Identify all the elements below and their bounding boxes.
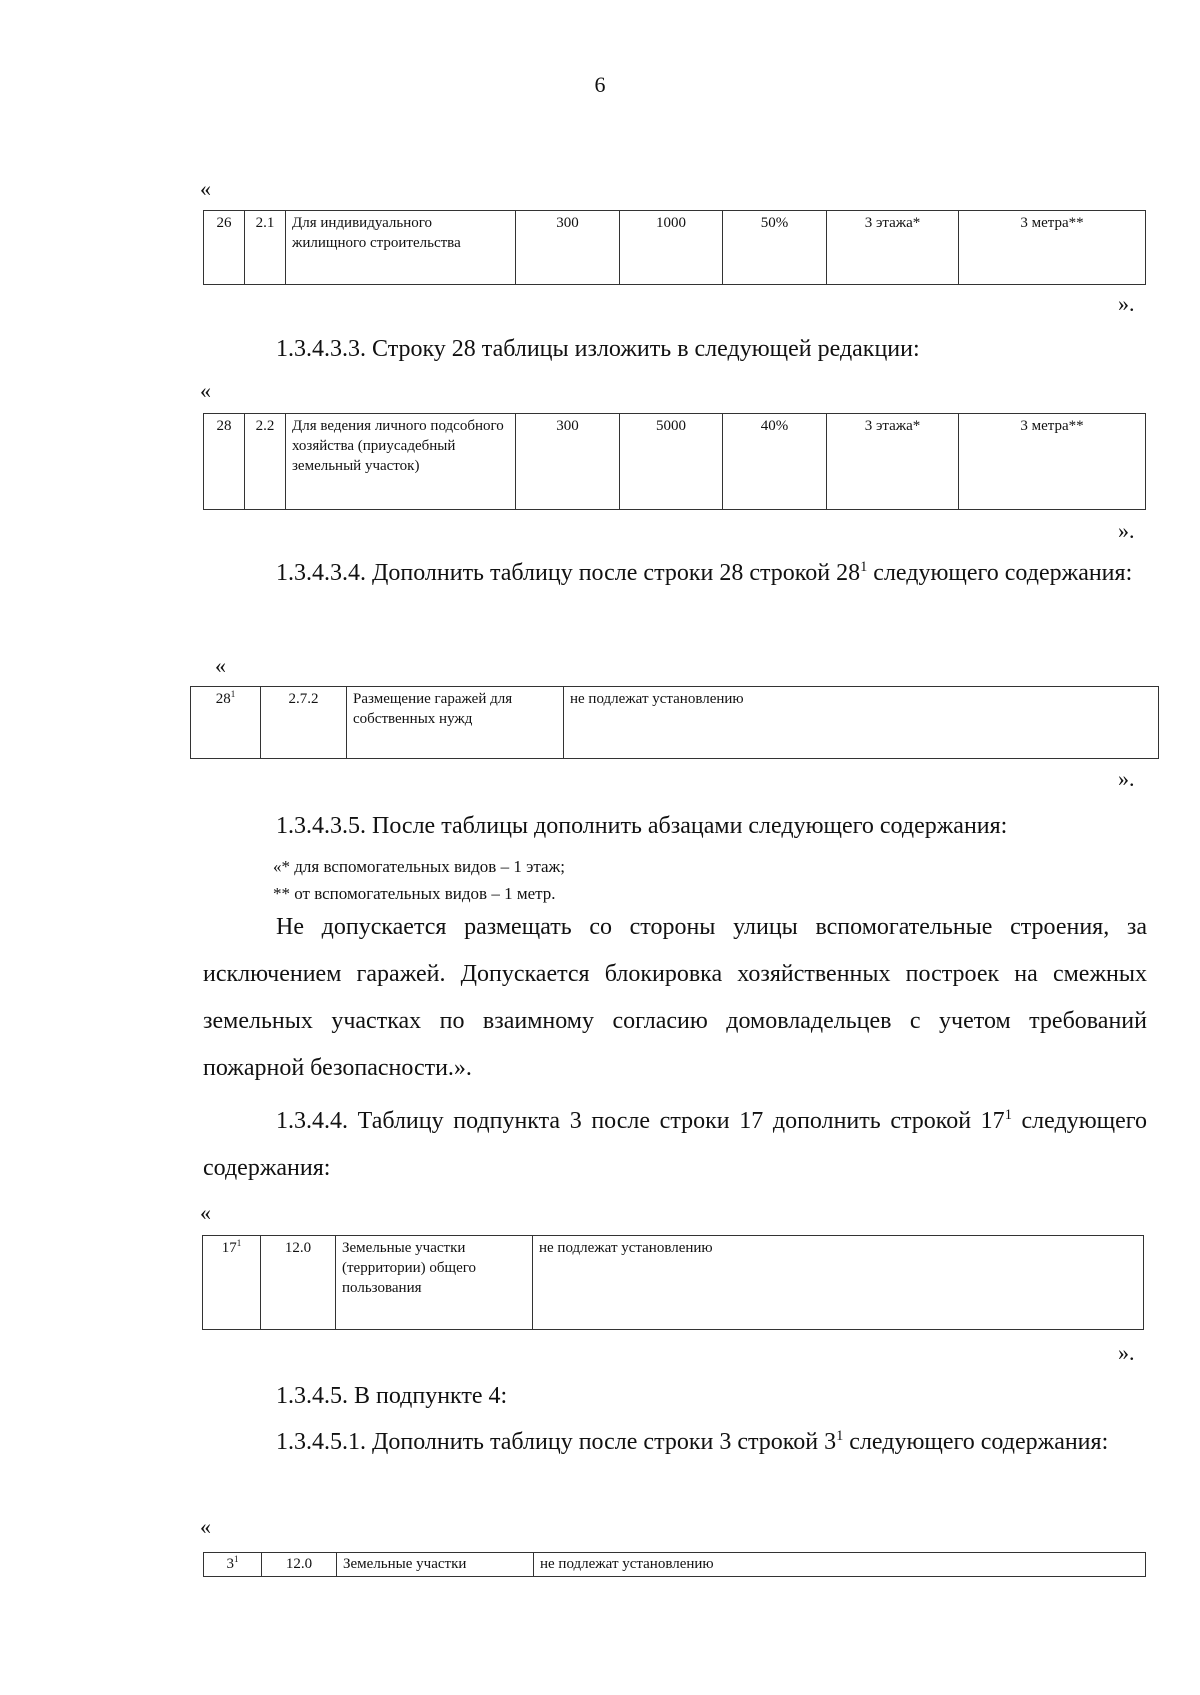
max-area: 5000 xyxy=(620,414,723,510)
row-value: не подлежат установлению xyxy=(534,1553,1146,1577)
setback: 3 метра** xyxy=(959,414,1146,510)
paragraph-1-3-4-4: 1.3.4.4. Таблицу подпункта 3 после строки 17 дополнить строкой $17^1$ следующего содержания: xyxy=(203,1107,1148,1181)
close-quote: ». xyxy=(1118,766,1135,791)
row-value: не подлежат установлению xyxy=(533,1236,1144,1330)
open-quote: « xyxy=(200,176,211,201)
max-floors: 3 этажа* xyxy=(827,414,959,510)
max-area: 1000 xyxy=(620,211,723,285)
row-number: 28 xyxy=(204,414,245,510)
row-name: Размещение гаражей для собственных нужд xyxy=(347,687,564,759)
table-row-28 xyxy=(203,413,1146,510)
close-quote: ». xyxy=(1118,1340,1135,1365)
footnote-1: «* для вспомогательных видов – 1 этаж; xyxy=(273,857,566,876)
table-row-28-1 xyxy=(190,686,1159,759)
table-row-3-1 xyxy=(203,1552,1146,1577)
min-area: 300 xyxy=(516,211,620,285)
paragraph-1-3-4-5: 1.3.4.5. В подпункте 4: xyxy=(276,1383,508,1409)
paragraph-1-3-4-3-3: 1.3.4.3.3. Строку 28 таблицы изложить в следующей редакции: xyxy=(276,336,920,362)
footnote-2: ** от вспомогательных видов – 1 метр. xyxy=(273,884,556,903)
close-quote: ». xyxy=(1118,291,1135,316)
paragraph-1-3-4-3-5: 1.3.4.3.5. После таблицы дополнить абзацами следующего содержания: xyxy=(276,813,1008,839)
build-percent: 50% xyxy=(723,211,827,285)
row-code: 12.0 xyxy=(261,1236,336,1330)
paragraph-1-3-4-3-4: 1.3.4.3.4. Дополнить таблицу после строки 28 строкой $28^1$ следующего содержания: xyxy=(276,559,1133,586)
setback: 3 метра** xyxy=(959,211,1146,285)
table-row-26 xyxy=(203,210,1146,285)
row-name: Земельные участки (территории) общего пользования xyxy=(336,1236,533,1330)
open-quote: « xyxy=(200,378,211,403)
paragraph-rules: Не допускается размещать со стороны улицы вспомогательные строения, за исключением гаражей. Допускается блокировка хозяйственных построек на смежных земельных участках по взаимному согласию домовладельцев с учетом требований пожарной безопасности.». xyxy=(203,914,1147,1081)
build-percent: 40% xyxy=(723,414,827,510)
max-floors: 3 этажа* xyxy=(827,211,959,285)
row-number: $28^1$ xyxy=(191,687,261,759)
paragraph-1-3-4-5-1: 1.3.4.5.1. Дополнить таблицу после строки 3 строкой $3^1$ следующего содержания: xyxy=(276,1428,1109,1455)
row-code: 2.2 xyxy=(245,414,286,510)
row-code: 2.7.2 xyxy=(261,687,347,759)
close-quote: ». xyxy=(1118,518,1135,543)
row-value: не подлежат установлению xyxy=(564,687,1159,759)
row-name: Земельные участки xyxy=(337,1553,534,1577)
open-quote: « xyxy=(215,653,226,678)
open-quote: « xyxy=(200,1514,211,1539)
row-number: $3^1$ xyxy=(204,1553,262,1577)
row-name: Для ведения личного подсобного хозяйства (приусадебный земельный участок) xyxy=(286,414,516,510)
row-code: 2.1 xyxy=(245,211,286,285)
row-name: Для индивидуального жилищного строительства xyxy=(286,211,516,285)
min-area: 300 xyxy=(516,414,620,510)
row-code: 12.0 xyxy=(262,1553,337,1577)
open-quote: « xyxy=(200,1200,211,1225)
table-row-17-1 xyxy=(202,1235,1144,1330)
row-number: 26 xyxy=(204,211,245,285)
page-number: 6 xyxy=(594,72,606,97)
row-number: $17^1$ xyxy=(203,1236,261,1330)
